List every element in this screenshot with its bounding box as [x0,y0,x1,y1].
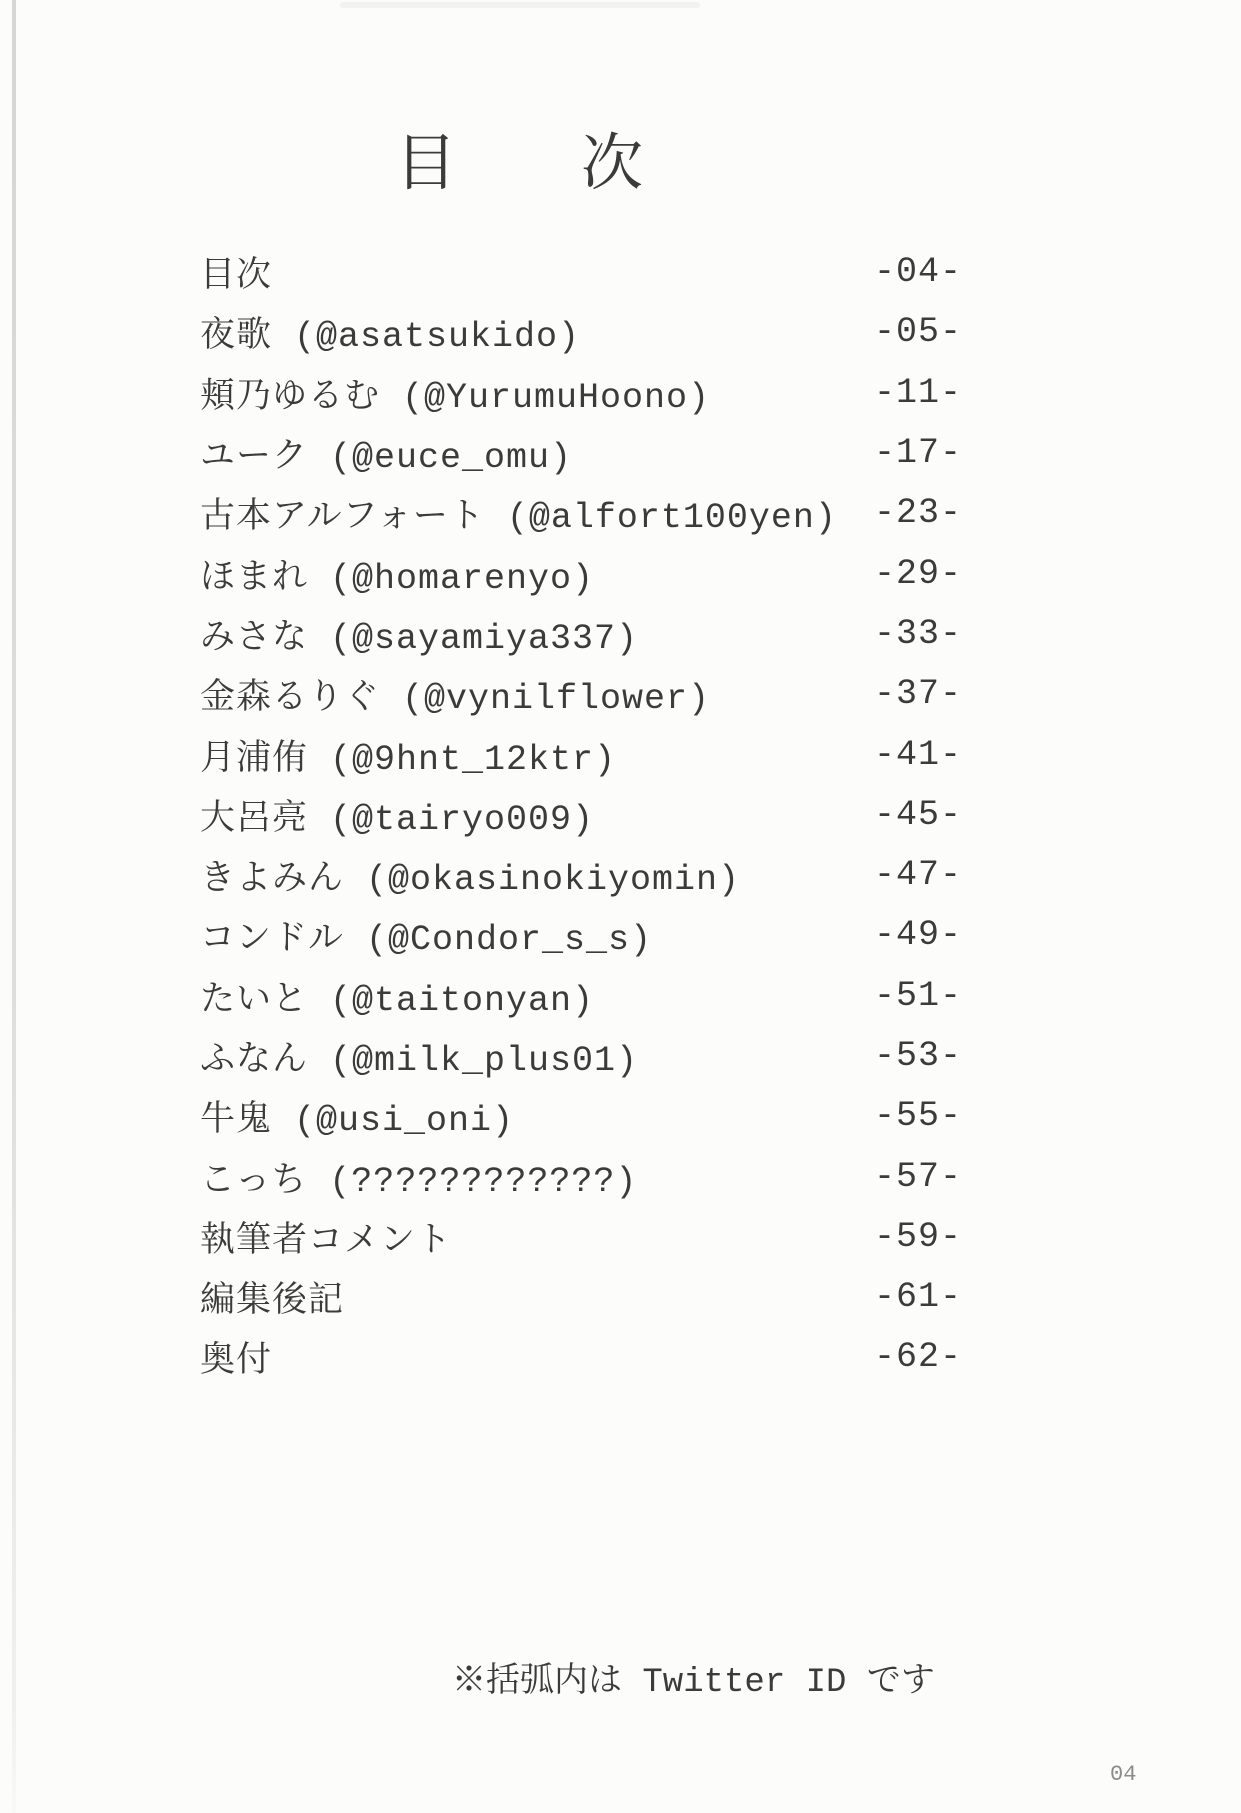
toc-list [200,242,962,1388]
toc-entry [200,302,962,362]
toc-entry-page: -59- [873,1216,962,1257]
toc-entry-label: ユーク (@euce_omu) [200,438,573,479]
toc-entry-label: 夜歌 (@asatsukido) [200,317,581,358]
footer-note: ※括弧内は Twitter ID です [452,1664,935,1702]
toc-entry-page: -62- [873,1337,962,1378]
toc-entry-label: ふなん (@milk_plus01) [200,1041,639,1081]
toc-entry-label: 月浦侑 (@9hnt_12ktr) [200,739,617,780]
toc-entry [200,423,962,483]
toc-entry-page: -53- [873,1036,962,1076]
toc-entry-label: ほまれ (@homarenyo) [200,558,595,599]
toc-entry-page: -41- [873,734,962,775]
toc-entry [200,1327,962,1387]
toc-entry-page: -37- [873,674,962,715]
toc-entry-label: 牛鬼 (@usi_oni) [200,1101,515,1142]
toc-entry-page: -49- [873,915,962,956]
toc-entry-page: -17- [873,433,962,474]
toc-entry-label: たいと (@taitonyan) [200,980,595,1021]
toc-entry [200,363,962,423]
toc-entry [200,242,962,302]
toc-entry-label: 頬乃ゆるむ (@YurumuHoono) [200,377,711,418]
toc-entry-page: -51- [873,975,962,1016]
scan-smudge [340,2,700,8]
toc-entry [200,724,962,784]
toc-entry-page: -33- [873,613,962,654]
toc-entry-page: -11- [873,372,962,413]
folio-page-number: 04 [1110,1762,1137,1787]
toc-entry [200,845,962,905]
toc-entry [200,664,962,724]
toc-entry-label: 大呂亮 (@tairyo009) [200,799,595,840]
toc-entry [200,1146,962,1206]
toc-entry-page: -04- [873,252,962,293]
toc-entry [200,966,962,1026]
toc-entry-page: -05- [873,312,962,353]
scan-edge-line [12,0,16,1813]
toc-entry [200,1207,962,1267]
toc-entry-label: 編集後記 [200,1282,345,1323]
toc-entry [200,604,962,664]
toc-entry-label: 奥付 [200,1342,273,1383]
toc-entry [200,785,962,845]
toc-entry-label: コンドル (@Condor_s_s) [200,920,653,961]
toc-entry-page: -57- [873,1156,962,1197]
toc-entry-page: -29- [873,553,962,594]
toc-entry-label: 目次 [200,257,273,298]
toc-entry-label: こっち (????????????) [200,1161,638,1202]
toc-entry-label: 執筆者コメント [200,1221,453,1262]
toc-entry [200,1026,962,1086]
toc-entry-label: みさな (@sayamiya337) [200,618,639,659]
toc-entry-page: -45- [873,794,962,835]
toc-entry [200,1267,962,1327]
toc-entry-page: -47- [873,855,962,896]
page-title: 目 次 [395,131,644,203]
toc-entry-label: きよみん (@okasinokiyomin) [200,860,741,901]
toc-entry-page: -61- [873,1277,962,1318]
toc-entry [200,1086,962,1146]
toc-entry-label: 古本アルフォート (@alfort100yen) [200,498,837,539]
toc-entry-page: -23- [873,493,962,534]
toc-entry-page: -55- [873,1096,962,1137]
toc-entry [200,543,962,603]
toc-entry [200,483,962,543]
toc-entry [200,905,962,965]
toc-entry-label: 金森るりぐ (@vynilflower) [200,679,711,720]
